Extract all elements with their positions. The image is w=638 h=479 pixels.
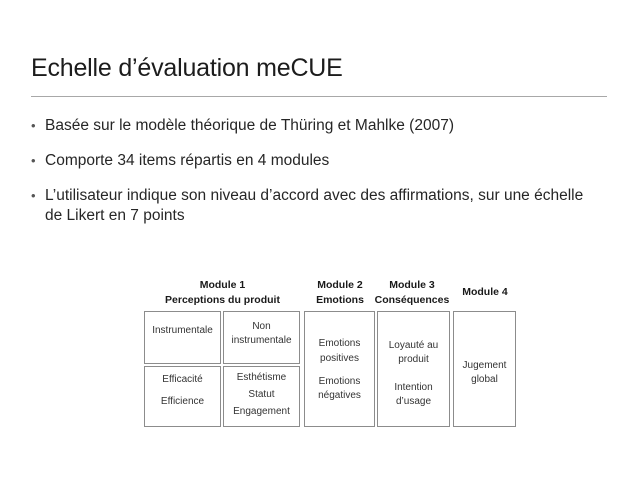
engagement-label: Engagement: [233, 406, 290, 417]
module-1-instrumental-box: [144, 311, 221, 364]
efficience-label: Efficience: [160, 396, 205, 407]
module-3-heading: [372, 278, 452, 308]
module-1-non-instrumental-items-box: [223, 366, 300, 427]
module-2-heading: [305, 278, 375, 308]
module-4-heading: [455, 285, 515, 300]
module-4-number: Module 4: [462, 286, 508, 298]
module-3-number: Module 3: [389, 279, 435, 291]
slide-title: Echelle d’évaluation meCUE: [31, 54, 343, 82]
emotions-positives-label-2: positives: [320, 353, 359, 364]
statut-label: Statut: [248, 389, 275, 400]
bullet-text: Comporte 34 items répartis en 4 modules: [45, 152, 330, 169]
module-2-box: [304, 311, 375, 427]
module-1-heading: [150, 278, 295, 308]
bullet-text: L’utilisateur indique son niveau d’accord avec des affirmations, sur une échelle de Likert en 7 points: [45, 187, 584, 224]
loyaute-label-2: produit: [398, 354, 429, 365]
module-1-instrumental-items-box: [144, 366, 221, 427]
bullet-item: [31, 186, 591, 226]
loyaute-label-1: Loyauté au: [388, 340, 439, 351]
jugement-label-1: Jugement: [462, 360, 507, 371]
module-4-box: [453, 311, 516, 427]
non-label: Non: [252, 321, 271, 332]
module-1-non-instrumental-box: [223, 311, 300, 364]
title-divider: [31, 96, 607, 97]
emotions-negatives-label-2: négatives: [318, 390, 361, 401]
module-1-number: Module 1: [199, 279, 246, 291]
bullet-dot-icon: •: [31, 118, 36, 133]
instrumentale-label: instrumentale: [231, 335, 292, 346]
bullet-list: [31, 116, 591, 241]
bullet-item: [31, 151, 591, 171]
module-3-title: Conséquences: [374, 294, 450, 306]
bullet-text: Basée sur le modèle théorique de Thüring et Mahlke (2007): [45, 117, 454, 134]
jugement-label-2: global: [471, 374, 498, 385]
emotions-positives-label-1: Emotions: [318, 338, 361, 349]
intention-label-1: Intention: [394, 382, 433, 393]
bullet-item: [31, 116, 591, 136]
instrumentale-label: Instrumentale: [152, 325, 213, 336]
bullet-dot-icon: •: [31, 188, 36, 203]
emotions-negatives-label-1: Emotions: [318, 376, 361, 387]
module-2-number: Module 2: [317, 279, 363, 291]
bullet-dot-icon: •: [31, 153, 36, 168]
module-2-title: Emotions: [316, 294, 364, 306]
module-3-box: [377, 311, 450, 427]
module-1-title: Perceptions du produit: [165, 294, 280, 306]
efficacite-label: Efficacité: [162, 374, 203, 385]
intention-label-2: d’usage: [395, 396, 432, 407]
esthetisme-label: Esthétisme: [236, 372, 287, 383]
